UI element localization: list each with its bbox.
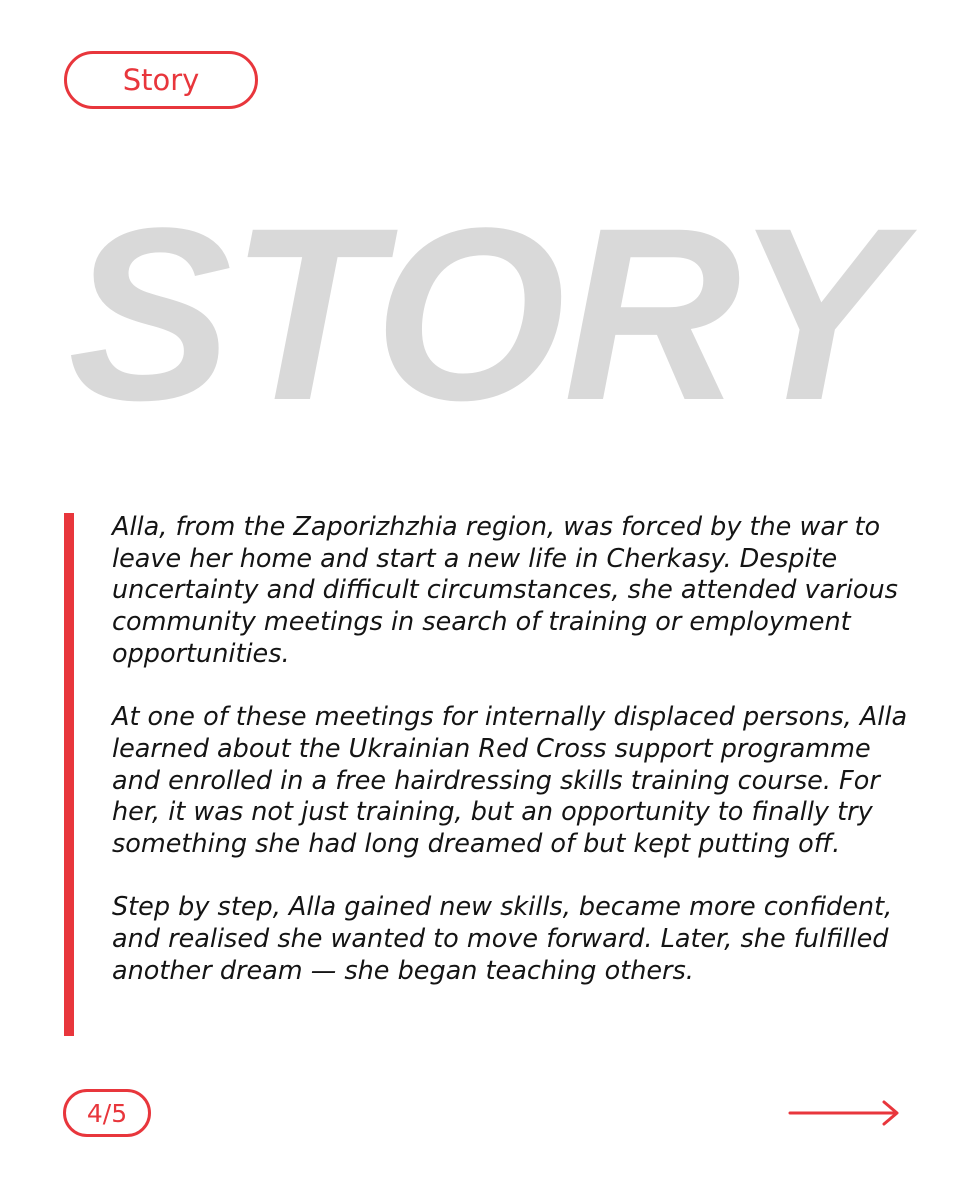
story-tag — [64, 51, 258, 109]
story-paragraph-2: At one of these meetings for internally displaced persons, Alla learned about the Ukrainian Red Cross support programme and enrolled in a free hairdressing skills training course. For her, it was not just training, but an opportunity to finally try something she had long dreamed of but kept putting off. — [112, 702, 908, 860]
story-paragraph-1: Alla, from the Zaporizhzhia region, was forced by the war to leave her home and start a new life in Cherkasy. Despite uncertainty and difficult circumstances, she attended various community meetings in search of training or employment opportunities. — [112, 512, 898, 669]
accent-bar — [64, 513, 74, 1036]
story-paragraph-3: Step by step, Alla gained new skills, became more confident, and realised she wanted to move forward. Later, she fulfilled another dream — she began teaching others. — [112, 892, 893, 986]
story-text — [112, 512, 912, 988]
background-title: STORY — [68, 177, 897, 452]
page-indicator-label: 4/5 — [86, 1098, 128, 1128]
page-indicator — [63, 1089, 151, 1137]
story-tag-label: Story — [122, 63, 200, 97]
arrow-right-icon[interactable] — [788, 1098, 902, 1128]
